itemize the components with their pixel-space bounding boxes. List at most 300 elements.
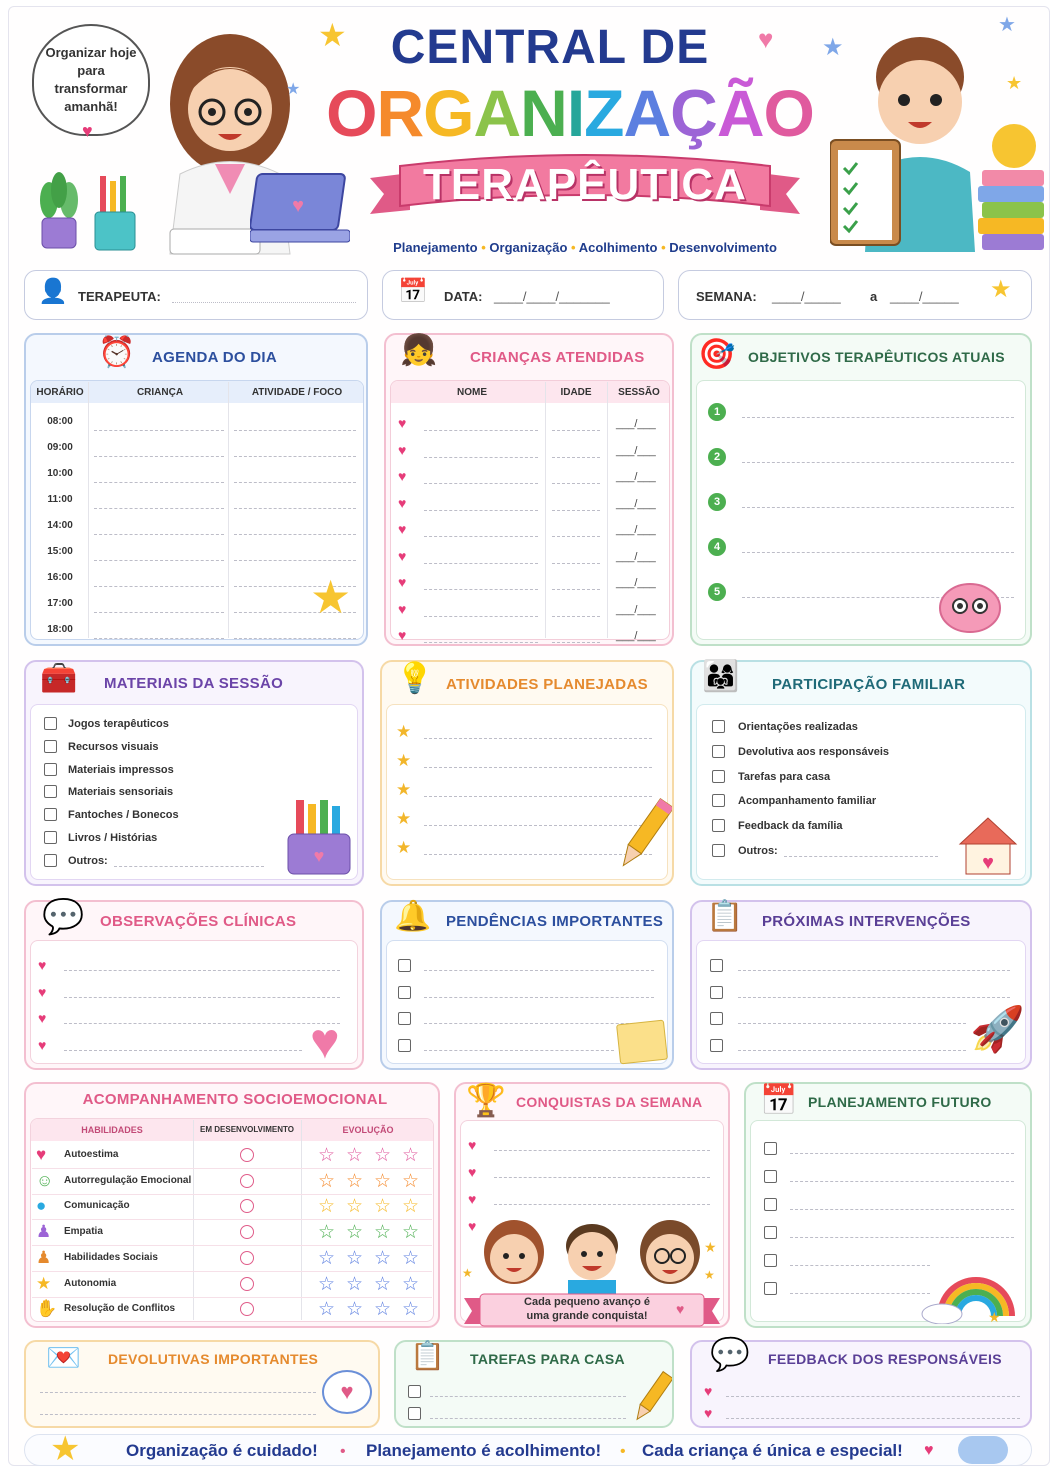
children-age-input[interactable] xyxy=(552,536,600,537)
heart-icon: ♥ xyxy=(704,1383,713,1399)
star-icon: ★ xyxy=(286,81,301,98)
family-checkbox[interactable] xyxy=(712,720,725,733)
future-plan-checkbox[interactable] xyxy=(764,1198,777,1211)
agenda-activity-input[interactable] xyxy=(234,456,356,457)
svg-text:♥: ♥ xyxy=(982,852,994,874)
parents-feedback-line[interactable] xyxy=(726,1418,1020,1419)
agenda-time: 16:00 xyxy=(47,572,73,583)
agenda-child-input[interactable] xyxy=(94,586,224,587)
evolution-star-icon[interactable]: ☆ xyxy=(346,1196,364,1218)
evolution-star-icon[interactable]: ☆ xyxy=(318,1196,336,1218)
feedback-returns-title: DEVOLUTIVAS IMPORTANTES xyxy=(108,1351,319,1367)
evolution-star-icon[interactable]: ☆ xyxy=(346,1170,364,1192)
subtitle-item: Organização xyxy=(489,240,568,255)
objective-number: 3 xyxy=(708,493,726,511)
week-a: a xyxy=(870,289,878,304)
children-col-nome: NOME xyxy=(457,387,487,398)
in-development-radio[interactable] xyxy=(240,1225,254,1239)
in-development-radio[interactable] xyxy=(240,1148,254,1162)
heart-icon: ♥ xyxy=(924,1442,934,1459)
pending-input[interactable] xyxy=(424,997,654,998)
star-icon: ★ xyxy=(704,1268,715,1282)
achievement-input[interactable] xyxy=(494,1204,710,1205)
parents-feedback-line[interactable] xyxy=(726,1396,1020,1397)
next-intervention-checkbox[interactable] xyxy=(710,959,723,972)
feedback-returns-line[interactable] xyxy=(40,1392,316,1393)
row-divider xyxy=(32,1219,432,1220)
clinical-note-input[interactable] xyxy=(64,997,340,998)
children-name-input[interactable] xyxy=(424,430,538,431)
in-development-radio[interactable] xyxy=(240,1251,254,1265)
title-letter: Z xyxy=(584,76,624,150)
star-icon: ★ xyxy=(704,1239,717,1255)
homework-line[interactable] xyxy=(430,1396,626,1397)
future-plan-input[interactable] xyxy=(790,1181,1014,1182)
in-development-radio[interactable] xyxy=(240,1277,254,1291)
future-plan-input[interactable] xyxy=(790,1153,1014,1154)
next-intervention-checkbox[interactable] xyxy=(710,986,723,999)
family-checkbox[interactable] xyxy=(712,819,725,832)
achievement-ribbon-text: Cada pequeno avanço é uma grande conquista! xyxy=(524,1296,650,1322)
materials-checkbox[interactable] xyxy=(44,808,57,821)
future-plan-checkbox[interactable] xyxy=(764,1226,777,1239)
clinical-title: OBSERVAÇÕES CLÍNICAS xyxy=(100,913,297,930)
children-age-input[interactable] xyxy=(552,483,600,484)
agenda-activity-input[interactable] xyxy=(234,560,356,561)
heart-icon: ♥ xyxy=(468,1164,477,1180)
materials-other-input[interactable] xyxy=(114,866,264,867)
future-plan-checkbox[interactable] xyxy=(764,1254,777,1267)
smiley-icon: ☺ xyxy=(36,1170,54,1190)
children-name-input[interactable] xyxy=(424,616,538,617)
date-input[interactable]: ____/____/_______ xyxy=(494,289,610,304)
homework-checkbox[interactable] xyxy=(408,1385,421,1398)
children-session-input[interactable]: ___/___ xyxy=(616,524,656,536)
objective-number: 4 xyxy=(708,538,726,556)
children-name-input[interactable] xyxy=(424,589,538,590)
therapist-input[interactable] xyxy=(172,302,356,303)
materials-item-label: Fantoches / Bonecos xyxy=(68,809,179,822)
materials-item-label: Livros / Histórias xyxy=(68,832,158,844)
target-icon: 🎯 xyxy=(698,338,736,371)
next-intervention-checkbox[interactable] xyxy=(710,1039,723,1052)
pending-input[interactable] xyxy=(424,970,654,971)
family-checkbox[interactable] xyxy=(712,794,725,807)
handshake-icon: ✋ xyxy=(36,1299,58,1319)
children-divider xyxy=(545,382,546,638)
date-label: DATA: xyxy=(444,289,483,304)
brain-icon xyxy=(936,578,1006,638)
children-col-idade: IDADE xyxy=(560,387,592,398)
heart-icon: ♥ xyxy=(398,600,407,617)
achievement-input[interactable] xyxy=(494,1177,710,1178)
evolution-star-icon[interactable]: ☆ xyxy=(346,1247,364,1269)
evolution-star-icon[interactable]: ☆ xyxy=(318,1247,336,1269)
subtitle-item: Acolhimento xyxy=(578,240,658,255)
title-letter: N xyxy=(520,76,567,150)
heart-icon: ♥ xyxy=(468,1218,477,1234)
evolution-star-icon[interactable]: ☆ xyxy=(402,1299,420,1321)
homework-checkbox[interactable] xyxy=(408,1407,421,1420)
people-icon: ♟ xyxy=(36,1222,52,1242)
heart-icon: ♥ xyxy=(398,521,407,537)
star-icon: ★ xyxy=(822,34,844,61)
future-plan-input[interactable] xyxy=(790,1209,1014,1210)
row-divider xyxy=(32,1194,432,1195)
next-intervention-input[interactable] xyxy=(738,1023,966,1024)
calendar-icon: 📅 xyxy=(398,278,428,305)
materials-checkbox[interactable] xyxy=(44,854,57,867)
speech-bubble-icon: 💬 xyxy=(710,1336,750,1372)
agenda-time: 14:00 xyxy=(47,520,73,531)
children-age-input[interactable] xyxy=(552,589,600,590)
evolution-star-icon[interactable]: ☆ xyxy=(346,1299,364,1321)
materials-item-label: Materiais impressos xyxy=(68,763,174,776)
heart-icon: ♥ xyxy=(468,1191,477,1207)
children-age-input[interactable] xyxy=(552,616,600,617)
next-intervention-input[interactable] xyxy=(738,970,1010,971)
star-icon: ★ xyxy=(988,1309,1001,1325)
children-session-input[interactable]: ___/___ xyxy=(616,497,656,510)
family-checkbox[interactable] xyxy=(712,844,725,857)
agenda-child-input[interactable] xyxy=(94,430,224,431)
future-plan-input[interactable] xyxy=(790,1265,930,1266)
evolution-star-icon[interactable]: ☆ xyxy=(346,1273,364,1295)
evolution-star-icon[interactable]: ☆ xyxy=(402,1273,420,1295)
activity-input[interactable] xyxy=(424,767,652,768)
children-session-input[interactable]: ___/___ xyxy=(616,418,656,430)
pending-input[interactable] xyxy=(424,1050,614,1051)
children-age-input[interactable] xyxy=(552,457,600,458)
pencil-icon xyxy=(632,1370,672,1426)
title-letter: I xyxy=(566,76,585,150)
future-plan-checkbox[interactable] xyxy=(764,1282,777,1295)
children-session-input[interactable]: ___/___ xyxy=(616,471,656,483)
banner-text: TERAPÊUTICA xyxy=(423,160,747,209)
title-letter: Ã xyxy=(716,76,764,150)
evolution-star-icon[interactable]: ☆ xyxy=(402,1247,420,1269)
pending-checkbox[interactable] xyxy=(398,959,411,972)
evolution-star-icon[interactable]: ☆ xyxy=(346,1145,364,1166)
evolution-star-icon[interactable]: ☆ xyxy=(318,1273,336,1295)
children-age-input[interactable] xyxy=(552,430,600,431)
agenda-divider xyxy=(88,382,89,638)
children-name-input[interactable] xyxy=(424,510,538,511)
title-letter: O xyxy=(763,76,814,150)
rocket-icon: 🚀 xyxy=(970,1005,1025,1054)
objective-input[interactable] xyxy=(742,417,1014,418)
materials-item-label: Recursos visuais xyxy=(68,740,159,753)
heart-icon: ♥ xyxy=(36,1145,47,1164)
pending-checkbox[interactable] xyxy=(398,986,411,999)
evolution-star-icon[interactable]: ☆ xyxy=(346,1222,364,1244)
heart-icon: ♥ xyxy=(398,547,407,564)
star-icon: ★ xyxy=(318,17,347,53)
star-icon: ★ xyxy=(396,838,412,857)
future-plan-input[interactable] xyxy=(790,1293,930,1294)
evolution-star-icon[interactable]: ☆ xyxy=(318,1299,336,1321)
clinical-note-input[interactable] xyxy=(64,970,340,971)
evolution-star-icon[interactable]: ☆ xyxy=(318,1222,336,1244)
evolution-star-icon[interactable]: ☆ xyxy=(374,1145,392,1166)
children-session-input[interactable]: ___/___ xyxy=(616,550,656,563)
materials-checkbox[interactable] xyxy=(44,831,57,844)
agenda-child-input[interactable] xyxy=(94,534,224,535)
materials-checkbox[interactable] xyxy=(44,717,57,730)
objective-input[interactable] xyxy=(742,552,1014,553)
footer-phrase-3: Cada criança é única e especial! xyxy=(642,1441,903,1460)
row-divider xyxy=(32,1297,432,1298)
title-letter: Ç xyxy=(670,76,717,150)
materials-title: MATERIAIS DA SESSÃO xyxy=(104,675,284,692)
heart-icon: ♥ xyxy=(398,574,407,590)
agenda-activity-input[interactable] xyxy=(234,482,356,483)
children-name-input[interactable] xyxy=(424,642,538,643)
agenda-title: AGENDA DO DIA xyxy=(152,349,278,366)
agenda-col-horario: HORÁRIO xyxy=(36,387,84,398)
agenda-col-atividade: ATIVIDADE / FOCO xyxy=(251,387,343,398)
smiling-heart-icon: ♥ xyxy=(310,1013,340,1069)
checklist-icon: 📋 xyxy=(410,1340,445,1371)
footer-phrase-1: Organização é cuidado! xyxy=(126,1441,318,1460)
clinical-note-input[interactable] xyxy=(64,1050,302,1051)
star-icon: ★ xyxy=(990,276,1012,303)
agenda-child-input[interactable] xyxy=(94,482,224,483)
objectives-title: OBJETIVOS TERAPÊUTICOS ATUAIS xyxy=(748,349,1005,365)
bell-icon: 🔔 xyxy=(394,900,432,933)
agenda-divider xyxy=(228,382,229,638)
subtitle xyxy=(360,240,810,255)
skill-label: Autonomia xyxy=(64,1277,117,1289)
trophy-icon: 🏆 xyxy=(466,1082,506,1118)
materials-item-label: Jogos terapêuticos xyxy=(68,718,169,730)
clinical-box xyxy=(30,940,358,1069)
heart-icon: ♥ xyxy=(38,957,47,973)
children-session-input[interactable]: ___/___ xyxy=(616,603,656,616)
subtitle-dot: • xyxy=(477,240,490,255)
future-plan-input[interactable] xyxy=(790,1237,1014,1238)
achievement-input[interactable] xyxy=(494,1150,710,1151)
heart-icon: ♥ xyxy=(398,415,407,431)
evolution-star-icon[interactable]: ☆ xyxy=(402,1145,420,1166)
subtitle-dot: • xyxy=(657,240,670,255)
week-start-input[interactable]: ____/_____ xyxy=(772,289,841,304)
envelope-heart-icon: 💌 xyxy=(46,1342,81,1373)
homework-title: TAREFAS PARA CASA xyxy=(470,1351,625,1367)
children-session-input[interactable]: ___/___ xyxy=(616,444,656,457)
next-intervention-input[interactable] xyxy=(738,1050,966,1051)
feedback-returns-line[interactable] xyxy=(40,1414,316,1415)
star-icon: ★ xyxy=(396,722,412,741)
evolution-star-icon[interactable]: ☆ xyxy=(402,1222,420,1244)
children-session-input[interactable]: ___/___ xyxy=(616,630,656,642)
subtitle-item: Planejamento xyxy=(393,240,478,255)
footer-phrase-2: Planejamento é acolhimento! xyxy=(366,1441,602,1460)
svg-text:♥: ♥ xyxy=(292,195,304,217)
materials-checkbox[interactable] xyxy=(44,763,57,776)
future-plan-checkbox[interactable] xyxy=(764,1170,777,1183)
sticky-note-icon xyxy=(616,1020,668,1065)
clinical-note-input[interactable] xyxy=(64,1023,340,1024)
socio-col-habilidades: HABILIDADES xyxy=(81,1125,143,1135)
objective-number: 5 xyxy=(708,583,726,601)
books-stack-icon xyxy=(976,120,1050,260)
next-intervention-checkbox[interactable] xyxy=(710,1012,723,1025)
agenda-time: 08:00 xyxy=(47,416,73,427)
agenda-col-crianca: CRIANÇA xyxy=(136,387,184,398)
calendar-icon: 📅 xyxy=(760,1084,798,1117)
pencil-icon xyxy=(616,796,672,876)
socioemotional-title: ACOMPANHAMENTO SOCIOEMOCIONAL xyxy=(82,1091,388,1108)
future-plan-checkbox[interactable] xyxy=(764,1142,777,1155)
objective-input[interactable] xyxy=(742,507,1014,508)
materials-item-label: Outros: xyxy=(68,854,108,867)
heart-icon: ♥ xyxy=(38,1036,47,1053)
family-checkbox[interactable] xyxy=(712,770,725,783)
agenda-time: 18:00 xyxy=(47,624,73,635)
family-item-label: Tarefas para casa xyxy=(738,770,831,783)
heart-icon: ♥ xyxy=(38,983,47,1000)
heart-icon: ♥ xyxy=(468,1137,477,1153)
smiling-star-icon: ★ xyxy=(50,1430,81,1468)
title-letter: O xyxy=(326,76,377,150)
row-divider xyxy=(32,1271,432,1272)
children-name-input[interactable] xyxy=(424,563,538,564)
activities-title: ATIVIDADES PLANEJADAS xyxy=(446,676,648,693)
children-age-input[interactable] xyxy=(552,510,600,511)
agenda-child-input[interactable] xyxy=(94,612,224,613)
children-name-input[interactable] xyxy=(424,536,538,537)
heart-icon: ♥ xyxy=(398,627,407,643)
in-development-radio[interactable] xyxy=(240,1174,254,1188)
heart-icon: ♥ xyxy=(676,1301,685,1317)
row-divider xyxy=(32,1245,432,1246)
skill-label: Habilidades Sociais xyxy=(64,1251,158,1263)
star-icon: ★ xyxy=(396,751,412,770)
evolution-star-icon[interactable]: ☆ xyxy=(374,1170,392,1192)
family-item-label: Outros: xyxy=(738,845,778,857)
family-item-label: Devolutiva aos responsáveis xyxy=(738,745,890,758)
therapist-field-box xyxy=(24,270,368,320)
star-icon: ★ xyxy=(396,780,412,799)
skill-label: Empatia xyxy=(64,1226,103,1238)
heart-icon: ♥ xyxy=(82,121,93,141)
next-intervention-input[interactable] xyxy=(738,997,1010,998)
lightbulb-icon: 💡 xyxy=(396,662,434,695)
heart-icon: ♥ xyxy=(704,1405,713,1421)
evolution-star-icon[interactable]: ☆ xyxy=(374,1196,392,1218)
next-interventions-title: PRÓXIMAS INTERVENÇÕES xyxy=(762,913,971,930)
evolution-star-icon[interactable]: ☆ xyxy=(318,1170,336,1192)
agenda-child-input[interactable] xyxy=(94,508,224,509)
heart-speech-icon: ♥ xyxy=(322,1370,372,1414)
heart-icon: ♥ xyxy=(398,468,407,484)
alarm-clock-icon: ⏰ xyxy=(98,336,136,369)
laptop-icon xyxy=(250,170,350,250)
heart-icon: ♥ xyxy=(398,494,407,511)
star-icon: ★ xyxy=(36,1273,52,1293)
speech-bubble-icon: 💬 xyxy=(42,898,85,936)
homework-line[interactable] xyxy=(430,1418,626,1419)
heart-icon: ♥ xyxy=(38,1010,47,1026)
pending-checkbox[interactable] xyxy=(398,1012,411,1025)
pencil-cup-icon xyxy=(286,800,352,876)
evolution-star-icon[interactable]: ☆ xyxy=(318,1145,336,1166)
footer-dot: • xyxy=(340,1443,346,1460)
footer-dot: • xyxy=(620,1443,626,1460)
agenda-activity-input[interactable] xyxy=(234,430,356,431)
objective-input[interactable] xyxy=(742,462,1014,463)
therapist-label: TERAPEUTA: xyxy=(78,289,161,304)
agenda-child-input[interactable] xyxy=(94,638,224,639)
rainbow-icon xyxy=(920,1254,1020,1324)
title-line1: CENTRAL DE xyxy=(390,21,710,74)
week-label: SEMANA: xyxy=(696,289,757,304)
evolution-star-icon[interactable]: ☆ xyxy=(402,1170,420,1192)
objective-number: 1 xyxy=(708,403,726,421)
agenda-activity-input[interactable] xyxy=(234,534,356,535)
evolution-star-icon[interactable]: ☆ xyxy=(402,1196,420,1218)
agenda-activity-input[interactable] xyxy=(234,638,356,639)
agenda-time: 15:00 xyxy=(47,546,73,557)
activity-input[interactable] xyxy=(424,738,652,739)
children-age-input[interactable] xyxy=(552,642,600,643)
week-end-input[interactable]: ____/_____ xyxy=(890,289,959,304)
children-name-input[interactable] xyxy=(424,457,538,458)
family-other-input[interactable] xyxy=(784,856,938,857)
agenda-time: 11:00 xyxy=(47,494,73,505)
materials-checkbox[interactable] xyxy=(44,785,57,798)
materials-checkbox[interactable] xyxy=(44,740,57,753)
skill-label: Resolução de Conflitos xyxy=(64,1303,176,1315)
children-name-input[interactable] xyxy=(424,483,538,484)
boy-with-clipboard-illustration xyxy=(830,22,980,252)
children-divider xyxy=(607,382,608,638)
children-age-input[interactable] xyxy=(552,563,600,564)
svg-text:♥: ♥ xyxy=(313,846,325,866)
speech-bubble-text: Organizar hoje para transformar amanhã! xyxy=(45,45,137,114)
title-letter: R xyxy=(376,76,424,150)
smiling-star-icon: ★ xyxy=(310,571,352,623)
future-planning-title: PLANEJAMENTO FUTURO xyxy=(808,1094,992,1110)
speech-icon: ● xyxy=(36,1196,47,1216)
person-icon: 👤 xyxy=(38,278,68,305)
star-icon: ★ xyxy=(396,809,412,828)
checklist-icon: 📋 xyxy=(706,900,744,933)
title-letter: G xyxy=(423,76,474,150)
art-box-icon: 🧰 xyxy=(40,662,78,695)
family-checkbox[interactable] xyxy=(712,745,725,758)
pending-checkbox[interactable] xyxy=(398,1039,411,1052)
heart-icon: ♥ xyxy=(758,24,774,54)
people-icon: ♟ xyxy=(36,1247,52,1267)
evolution-star-icon[interactable]: ☆ xyxy=(374,1299,392,1321)
agenda-child-input[interactable] xyxy=(94,560,224,561)
pencil-cup-icon xyxy=(92,176,142,256)
evolution-star-icon[interactable]: ☆ xyxy=(374,1273,392,1295)
achievements-title: CONQUISTAS DA SEMANA xyxy=(516,1094,703,1110)
star-icon: ★ xyxy=(462,1266,473,1280)
title-letter: A xyxy=(623,76,671,150)
evolution-star-icon[interactable]: ☆ xyxy=(374,1222,392,1244)
house-icon xyxy=(956,814,1020,878)
pending-title: PENDÊNCIAS IMPORTANTES xyxy=(446,913,664,930)
children-session-input[interactable]: ___/___ xyxy=(616,577,656,589)
agenda-child-input[interactable] xyxy=(94,456,224,457)
title-letter: A xyxy=(473,76,521,150)
evolution-star-icon[interactable]: ☆ xyxy=(374,1247,392,1269)
agenda-activity-input[interactable] xyxy=(234,508,356,509)
